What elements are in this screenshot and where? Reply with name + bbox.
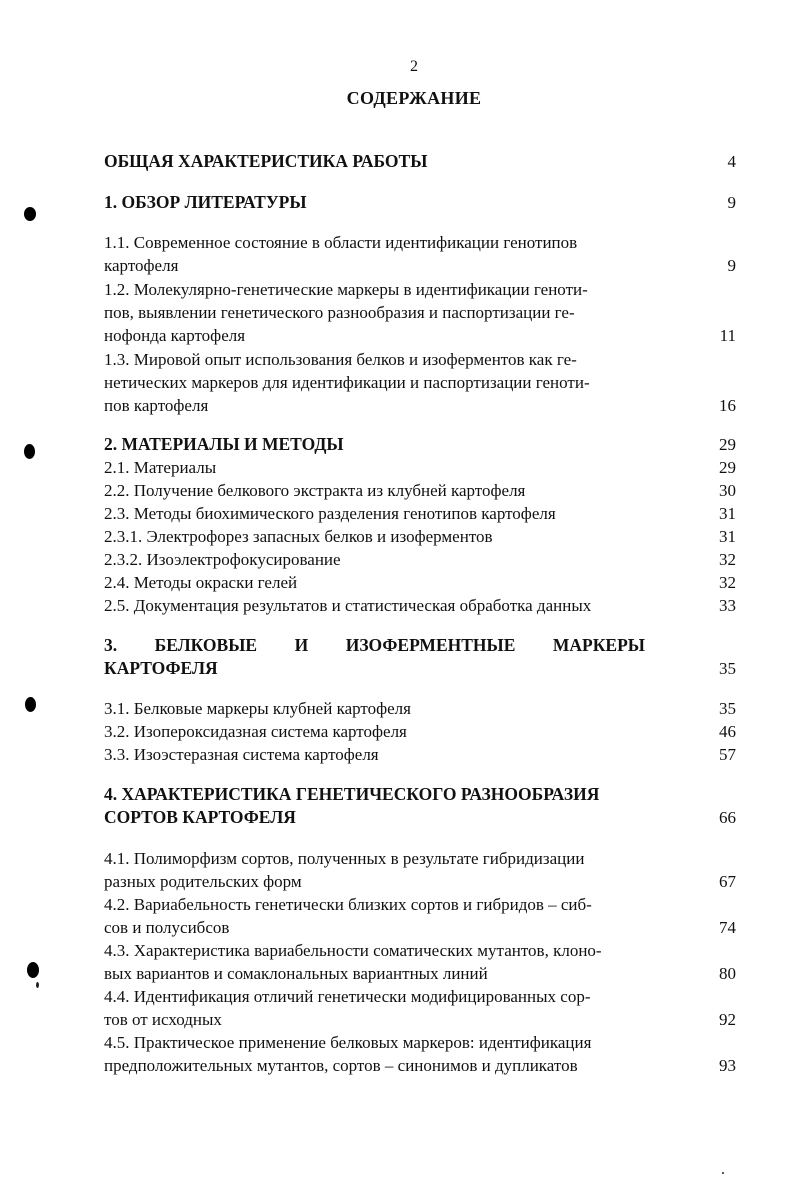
toc-s2-3-2-page: 32 (719, 550, 736, 569)
toc-s2-4: 2.4. Методы окраски гелей (104, 573, 298, 592)
page-number: 2 (410, 58, 418, 75)
toc-s1-3-line2: нетических маркеров для идентификации и паспортизации геноти- (104, 373, 590, 392)
toc-ch2-title: 2. МАТЕРИАЛЫ И МЕТОДЫ (104, 434, 344, 454)
toc-s1-2-page: 11 (719, 326, 736, 345)
toc-s4-4-line1: 4.4. Идентификация отличий генетически модифицированных сор- (104, 987, 591, 1006)
toc-s1-1-line1: 1.1. Современное состояние в области идентификации генотипов (104, 233, 578, 252)
toc-ch2-page: 29 (719, 435, 736, 454)
toc-s3-3: 3.3. Изоэстеразная система картофеля (104, 745, 379, 764)
scan-blot-4 (27, 962, 39, 978)
toc-ch3-word2: БЕЛКОВЫЕ (154, 635, 258, 655)
toc-s2-3-1: 2.3.1. Электрофорез запасных белков и изоферментов (104, 527, 493, 546)
toc-ch3-word3: И (294, 635, 309, 655)
toc-s4-1-line1: 4.1. Полиморфизм сортов, полученных в результате гибридизации (104, 849, 585, 868)
toc-s4-3-page: 80 (719, 964, 736, 983)
toc-general-title: ОБЩАЯ ХАРАКТЕРИСТИКА РАБОТЫ (104, 151, 428, 171)
toc-s3-2-page: 46 (719, 722, 736, 741)
toc-s4-2-line2: сов и полусибсов (104, 918, 230, 937)
toc-s2-4-page: 32 (719, 573, 736, 592)
toc-s4-1-line2: разных родительских форм (104, 872, 302, 891)
toc-s2-2-page: 30 (719, 481, 736, 500)
toc-s4-3-line2: вых вариантов и сомаклональных вариантных линий (104, 964, 488, 983)
toc-s4-3-line1: 4.3. Характеристика вариабельности соматических мутантов, клоно- (104, 941, 602, 960)
page-title: СОДЕРЖАНИЕ (346, 88, 482, 108)
toc-ch3-title-line2: КАРТОФЕЛЯ (104, 658, 218, 678)
scan-blot-3 (25, 697, 36, 712)
toc-s2-3-2: 2.3.2. Изоэлектрофокусирование (104, 550, 341, 569)
toc-ch3-page: 35 (719, 659, 736, 678)
toc-ch4-title-line1: 4. ХАРАКТЕРИСТИКА ГЕНЕТИЧЕСКОГО РАЗНООБРАЗИЯ (104, 784, 600, 804)
toc-s3-1-page: 35 (719, 699, 736, 718)
toc-s4-5-page: 93 (719, 1056, 736, 1075)
toc-ch3-title-line1 (104, 634, 645, 657)
toc-s2-3-page: 31 (719, 504, 736, 523)
toc-s1-2-line1: 1.2. Молекулярно-генетические маркеры в идентификации геноти- (104, 280, 588, 299)
toc-s1-3-line1: 1.3. Мировой опыт использования белков и изоферментов как ге- (104, 350, 577, 369)
toc-s4-2-line1: 4.2. Вариабельность генетически близких сортов и гибридов – сиб- (104, 895, 592, 914)
scan-speck-1 (36, 982, 39, 988)
toc-s2-1: 2.1. Материалы (104, 458, 217, 477)
toc-s1-1-page: 9 (727, 256, 736, 275)
toc-ch3-word5: МАРКЕРЫ (552, 635, 645, 655)
toc-s4-4-page: 92 (719, 1010, 736, 1029)
toc-s2-1-page: 29 (719, 458, 736, 477)
toc-ch3-word4: ИЗОФЕРМЕНТНЫЕ (345, 635, 516, 655)
toc-s3-2: 3.2. Изопероксидазная система картофеля (104, 722, 407, 741)
toc-s3-1: 3.1. Белковые маркеры клубней картофеля (104, 699, 411, 718)
toc-ch3-word1: 3. (104, 635, 118, 655)
scan-speck-2 (722, 1172, 724, 1174)
toc-ch4-page: 66 (719, 808, 736, 827)
toc-s2-3-1-page: 31 (719, 527, 736, 546)
toc-s3-3-page: 57 (719, 745, 736, 764)
toc-ch4-title-line2: СОРТОВ КАРТОФЕЛЯ (104, 807, 296, 827)
toc-s4-5-line2: предположительных мутантов, сортов – синонимов и дупликатов (104, 1056, 578, 1075)
toc-s1-3-page: 16 (719, 396, 736, 415)
toc-ch1-page: 9 (727, 193, 736, 212)
toc-s2-2: 2.2. Получение белкового экстракта из клубней картофеля (104, 481, 526, 500)
toc-s4-2-page: 74 (719, 918, 736, 937)
toc-s1-2-line2: пов, выявлении генетического разнообразия и паспортизации ге- (104, 303, 575, 322)
toc-s4-1-page: 67 (719, 872, 736, 891)
toc-s1-3-line3: пов картофеля (104, 396, 209, 415)
toc-s2-3: 2.3. Методы биохимического разделения генотипов картофеля (104, 504, 556, 523)
toc-s4-4-line2: тов от исходных (104, 1010, 222, 1029)
toc-s1-1-line2: картофеля (104, 256, 179, 275)
toc-s2-5-page: 33 (719, 596, 736, 615)
toc-s1-2-line3: нофонда картофеля (104, 326, 246, 345)
scan-blot-1 (24, 207, 36, 221)
scan-blot-2 (24, 444, 35, 459)
toc-s4-5-line1: 4.5. Практическое применение белковых маркеров: идентификация (104, 1033, 592, 1052)
toc-general-page: 4 (727, 152, 736, 171)
toc-s2-5: 2.5. Документация результатов и статистическая обработка данных (104, 596, 592, 615)
toc-ch1-title: 1. ОБЗОР ЛИТЕРАТУРЫ (104, 192, 307, 212)
